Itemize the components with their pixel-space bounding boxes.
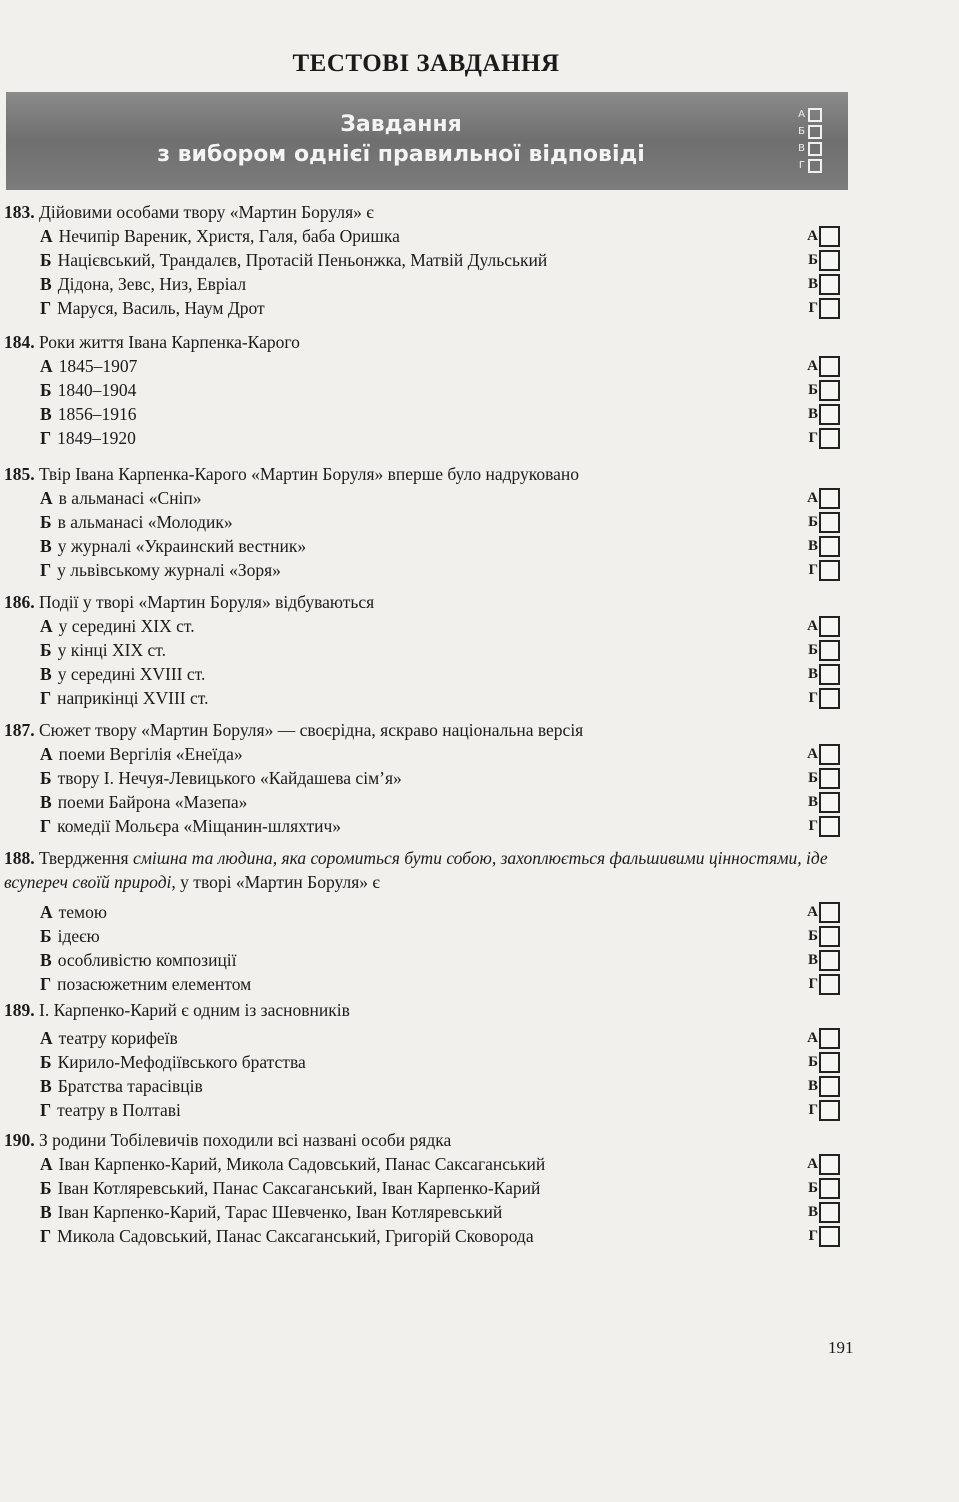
option-letter: В [40, 536, 52, 556]
answer-checkbox[interactable] [819, 950, 840, 971]
answer-letter: Г [808, 300, 818, 316]
option-text: театру корифеїв [58, 1028, 178, 1048]
option-a [4, 742, 854, 766]
option-letter: В [40, 274, 52, 294]
legend-box-icon [808, 108, 822, 122]
answer-letter: В [807, 276, 818, 292]
option-text: Микола Садовський, Панас Саксаганський, Григорій Сковорода [57, 1226, 534, 1246]
option-letter: В [40, 950, 52, 970]
answer-letter: А [807, 1030, 818, 1046]
option-text: наприкінці XVIII ст. [57, 688, 209, 708]
answer-checkbox[interactable] [819, 1154, 840, 1175]
option-letter: А [40, 1154, 53, 1174]
option-letter: Г [40, 298, 52, 318]
option-a [4, 224, 854, 248]
option-g [4, 426, 854, 450]
answer-letter: Г [808, 690, 818, 706]
section-banner [6, 92, 848, 190]
answer-checkbox[interactable] [819, 688, 840, 709]
answer-checkbox[interactable] [819, 1178, 840, 1199]
option-letter: Г [40, 428, 52, 448]
option-letter: Г [40, 560, 52, 580]
answer-letter: Г [808, 562, 818, 578]
option-letter: А [40, 1028, 53, 1048]
answer-checkbox[interactable] [819, 616, 840, 637]
option-letter: Б [40, 380, 52, 400]
option-v [4, 790, 854, 814]
answer-letter: В [807, 1204, 818, 1220]
answer-checkbox[interactable] [819, 356, 840, 377]
answer-letter: Б [808, 928, 818, 944]
answer-checkbox[interactable] [819, 902, 840, 923]
question-text [4, 330, 854, 354]
question-text [4, 718, 854, 742]
option-a [4, 354, 854, 378]
legend-box-icon [808, 125, 822, 139]
option-v [4, 402, 854, 426]
question-stem: Твердження [39, 848, 133, 868]
answer-letter: В [807, 952, 818, 968]
option-text: 1845–1907 [58, 356, 138, 376]
option-b [4, 510, 854, 534]
answer-checkbox[interactable] [819, 298, 840, 319]
question-stem: І. Карпенко-Карий є одним із засновників [39, 1000, 350, 1020]
option-text: у середині XIX ст. [58, 616, 195, 636]
answer-checkbox[interactable] [819, 664, 840, 685]
option-text: Кирило-Мефодіївського братства [57, 1052, 306, 1072]
option-letter: В [40, 664, 52, 684]
option-text: твору І. Нечуя-Левицького «Кайдашева сім’я» [57, 768, 402, 788]
question-stem: Твір Івана Карпенка-Карого «Мартин Боруля» вперше було надруковано [39, 464, 580, 484]
option-letter: Г [40, 974, 52, 994]
answer-checkbox[interactable] [819, 1052, 840, 1073]
answer-checkbox[interactable] [819, 1076, 840, 1097]
option-text: 1840–1904 [57, 380, 137, 400]
answer-checkbox[interactable] [819, 768, 840, 789]
answer-letter: Б [808, 1054, 818, 1070]
answer-letter: Б [808, 252, 818, 268]
page-number: 191 [828, 1338, 854, 1357]
question-188 [4, 846, 854, 996]
answer-checkbox[interactable] [819, 536, 840, 557]
question-number: 184. [4, 332, 35, 352]
legend-letter: Г [798, 160, 805, 171]
answer-letter: В [807, 406, 818, 422]
answer-letter: А [807, 228, 818, 244]
option-g [4, 1098, 854, 1122]
answer-letter: А [807, 1156, 818, 1172]
question-quote: смішна та людина, яка соромиться бути собою, захоплюється фальшивими цінностями, іде всупереч своїй природі, [4, 848, 828, 892]
option-text: позасюжетним елементом [57, 974, 252, 994]
answer-letter: В [807, 1078, 818, 1094]
option-b [4, 1176, 854, 1200]
option-letter: Б [40, 1178, 52, 1198]
answer-letter: Г [808, 818, 818, 834]
option-letter: Б [40, 768, 52, 788]
option-letter: А [40, 356, 53, 376]
option-letter: Г [40, 816, 52, 836]
option-v [4, 272, 854, 296]
question-190 [4, 1128, 854, 1248]
answer-checkbox[interactable] [819, 792, 840, 813]
question-text [4, 1128, 854, 1152]
answer-letter: Г [808, 1228, 818, 1244]
option-letter: В [40, 1076, 52, 1096]
legend-row [795, 123, 822, 140]
legend-row [795, 140, 822, 157]
question-number: 185. [4, 464, 35, 484]
option-text: поеми Вергілія «Енеїда» [58, 744, 243, 764]
answer-legend [795, 106, 822, 174]
option-v [4, 1074, 854, 1098]
legend-box-icon [808, 142, 822, 156]
answer-checkbox[interactable] [819, 816, 840, 837]
question-number: 183. [4, 202, 35, 222]
option-g [4, 296, 854, 320]
answer-checkbox[interactable] [819, 226, 840, 247]
option-letter: Б [40, 250, 52, 270]
question-stem: З родини Тобілевичів походили всі названі особи рядка [39, 1130, 452, 1150]
question-number: 187. [4, 720, 35, 740]
question-text [4, 200, 854, 224]
question-text [4, 462, 854, 486]
answer-checkbox[interactable] [819, 744, 840, 765]
answer-checkbox[interactable] [819, 428, 840, 449]
option-letter: В [40, 792, 52, 812]
question-text [4, 846, 854, 894]
answer-letter: В [807, 538, 818, 554]
option-text: Братства тарасівців [57, 1076, 203, 1096]
answer-checkbox[interactable] [819, 1100, 840, 1121]
banner-line-2: з вибором однієї правильної відповіді [157, 142, 645, 167]
option-b [4, 766, 854, 790]
answer-letter: Б [808, 642, 818, 658]
option-letter: А [40, 902, 53, 922]
question-187 [4, 718, 854, 838]
answer-checkbox[interactable] [819, 1202, 840, 1223]
answer-checkbox[interactable] [819, 404, 840, 425]
answer-checkbox[interactable] [819, 560, 840, 581]
answer-letter: Г [808, 1102, 818, 1118]
question-stem: Сюжет твору «Мартин Боруля» — своєрідна, яскраво національна версія [39, 720, 584, 740]
answer-letter: Б [808, 382, 818, 398]
option-v [4, 534, 854, 558]
option-v [4, 1200, 854, 1224]
option-text: Іван Карпенко-Карий, Тарас Шевченко, Іван Котляревський [57, 1202, 503, 1222]
question-183 [4, 200, 854, 320]
answer-letter: В [807, 794, 818, 810]
answer-checkbox[interactable] [819, 380, 840, 401]
option-b [4, 1050, 854, 1074]
legend-box-icon [808, 159, 822, 173]
answer-checkbox[interactable] [819, 974, 840, 995]
question-number: 186. [4, 592, 35, 612]
banner-line-1: Завдання [340, 112, 462, 137]
question-stem: Роки життя Івана Карпенка-Карого [39, 332, 300, 352]
answer-checkbox[interactable] [819, 1226, 840, 1247]
option-g [4, 972, 854, 996]
answer-letter: Б [808, 770, 818, 786]
question-number: 188. [4, 848, 35, 868]
option-text: у журналі «Украинский вестник» [57, 536, 307, 556]
question-stem: Дійовими особами твору «Мартин Боруля» є [39, 202, 374, 222]
answer-checkbox[interactable] [819, 926, 840, 947]
option-letter: А [40, 616, 53, 636]
answer-checkbox[interactable] [819, 250, 840, 271]
option-text: Націєвський, Трандалєв, Протасій Пеньонжка, Матвій Дульський [57, 250, 548, 270]
question-185 [4, 462, 854, 582]
option-letter: Г [40, 1226, 52, 1246]
option-letter: Б [40, 1052, 52, 1072]
option-letter: Б [40, 512, 52, 532]
legend-letter: А [798, 109, 805, 120]
answer-letter: Г [808, 430, 818, 446]
option-letter: А [40, 226, 53, 246]
option-text: Нечипір Вареник, Христя, Галя, баба Оришка [58, 226, 400, 246]
option-g [4, 814, 854, 838]
legend-letter: Б [798, 126, 805, 137]
option-text: в альманасі «Молодик» [57, 512, 233, 532]
option-letter: А [40, 744, 53, 764]
option-text: комедії Мольєра «Міщанин-шляхтич» [57, 816, 342, 836]
option-text: Іван Карпенко-Карий, Микола Садовський, Панас Саксаганський [58, 1154, 546, 1174]
option-text: Дідона, Зевс, Низ, Евріал [57, 274, 247, 294]
option-b [4, 378, 854, 402]
option-b [4, 248, 854, 272]
option-text: поеми Байрона «Мазепа» [57, 792, 248, 812]
question-186 [4, 590, 854, 710]
legend-letter: В [798, 143, 805, 154]
option-text: театру в Полтаві [57, 1100, 181, 1120]
question-text [4, 590, 854, 614]
option-text: Маруся, Василь, Наум Дрот [57, 298, 265, 318]
option-b [4, 638, 854, 662]
question-stem: Події у творі «Мартин Боруля» відбуваються [39, 592, 375, 612]
option-letter: Б [40, 640, 52, 660]
option-v [4, 662, 854, 686]
option-text: у середині XVIII ст. [57, 664, 206, 684]
answer-letter: Б [808, 514, 818, 530]
answer-letter: А [807, 358, 818, 374]
option-text: в альманасі «Сніп» [58, 488, 202, 508]
option-a [4, 486, 854, 510]
answer-letter: А [807, 618, 818, 634]
option-letter: В [40, 404, 52, 424]
answer-checkbox[interactable] [819, 274, 840, 295]
option-g [4, 686, 854, 710]
option-v [4, 948, 854, 972]
answer-letter: А [807, 490, 818, 506]
option-letter: Б [40, 926, 52, 946]
answer-letter: Б [808, 1180, 818, 1196]
option-a [4, 1152, 854, 1176]
option-a [4, 900, 854, 924]
legend-row [795, 106, 822, 123]
option-text: 1849–1920 [57, 428, 136, 448]
answer-letter: А [807, 904, 818, 920]
option-letter: Г [40, 1100, 52, 1120]
answer-letter: А [807, 746, 818, 762]
option-text: темою [58, 902, 107, 922]
option-text: особливістю композиції [57, 950, 237, 970]
question-number: 190. [4, 1130, 35, 1150]
option-letter: А [40, 488, 53, 508]
question-text [4, 998, 854, 1022]
option-a [4, 1026, 854, 1050]
option-text: у кінці XIX ст. [57, 640, 166, 660]
option-text: Іван Котляревський, Панас Саксаганський, Іван Карпенко-Карий [57, 1178, 541, 1198]
answer-checkbox[interactable] [819, 488, 840, 509]
option-g [4, 558, 854, 582]
question-stem-end: у творі «Мартин Боруля» є [175, 872, 380, 892]
answer-checkbox[interactable] [819, 1028, 840, 1049]
option-text: 1856–1916 [57, 404, 137, 424]
option-letter: Г [40, 688, 52, 708]
legend-row [795, 157, 822, 174]
banner-heading [6, 110, 796, 170]
option-a [4, 614, 854, 638]
option-b [4, 924, 854, 948]
option-text: у львівському журналі «Зоря» [57, 560, 281, 580]
answer-checkbox[interactable] [819, 640, 840, 661]
question-number: 189. [4, 1000, 35, 1020]
answer-checkbox[interactable] [819, 512, 840, 533]
answer-letter: В [807, 666, 818, 682]
answer-letter: Г [808, 976, 818, 992]
page-title: ТЕСТОВІ ЗАВДАННЯ [292, 50, 560, 77]
option-text: ідеєю [57, 926, 100, 946]
question-184 [4, 330, 854, 450]
option-letter: В [40, 1202, 52, 1222]
option-g [4, 1224, 854, 1248]
question-189 [4, 998, 854, 1122]
